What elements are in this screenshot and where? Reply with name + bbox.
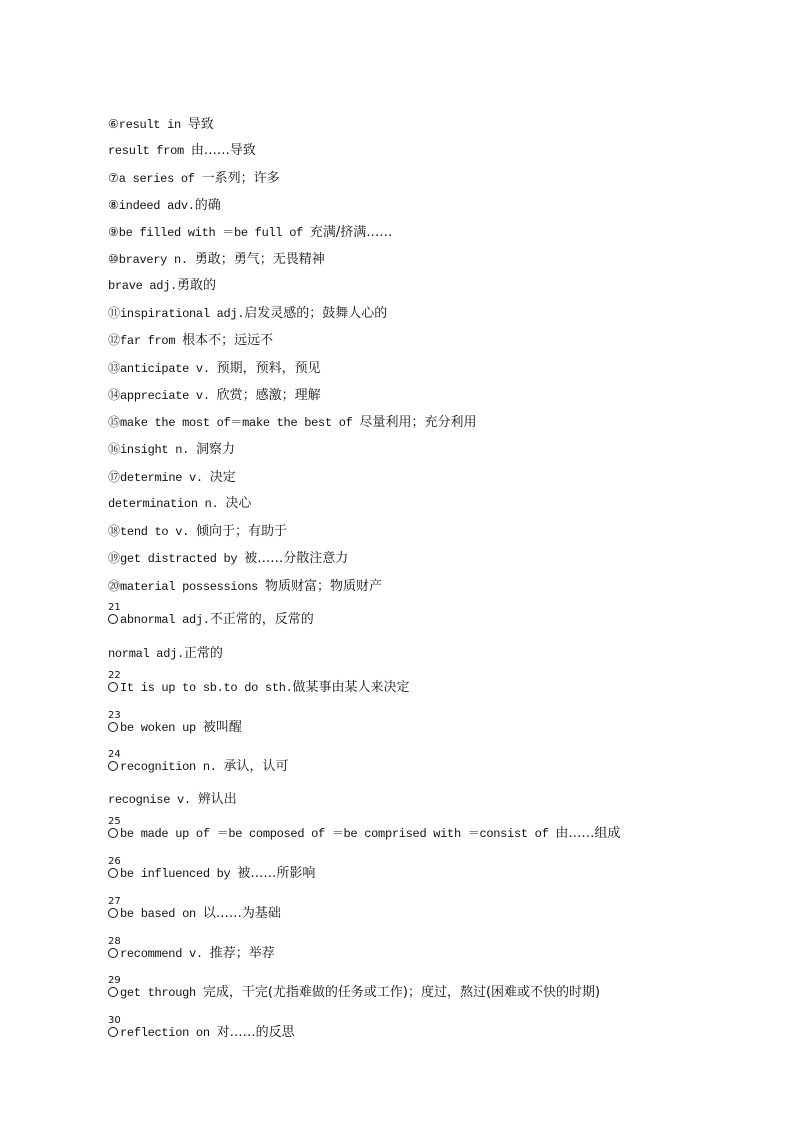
circle-marker-icon (108, 868, 118, 878)
english-phrase: brave adj. (108, 279, 178, 293)
english-phrase: be filled with ＝be full of (118, 226, 310, 240)
entry-number: 24 (108, 749, 121, 760)
entry-number: ⑦ (108, 171, 119, 185)
vocab-entry (108, 646, 223, 662)
chinese-meaning: 辨认出 (197, 792, 237, 807)
circle-marker-icon (108, 828, 118, 838)
english-phrase: be made up of ＝be composed of ＝be comprised with ＝consist of (120, 827, 556, 841)
chinese-meaning: 洞察力 (195, 442, 235, 457)
entry-number: 26 (108, 856, 121, 867)
entry-number: ⑯ (108, 442, 121, 456)
circle-marker-icon (108, 761, 118, 771)
vocab-entry (108, 856, 316, 882)
vocab-entry (108, 496, 251, 512)
chinese-meaning: 倾向于；有助于 (195, 524, 287, 539)
vocab-entry (108, 469, 236, 486)
vocab-entry (108, 896, 281, 922)
entry-number: ⑨ (108, 225, 119, 239)
chinese-meaning: 预期，预料，预见 (216, 361, 321, 376)
english-phrase: far from (120, 334, 183, 348)
vocab-entry (108, 278, 216, 294)
english-phrase: be influenced by (120, 867, 238, 881)
circle-marker-icon (108, 908, 118, 918)
chinese-meaning: 对……的反思 (216, 1025, 295, 1040)
english-phrase: indeed adv. (118, 199, 195, 213)
entry-number: 22 (108, 670, 121, 681)
vocab-entry (108, 578, 382, 595)
chinese-meaning: 承认，认可 (223, 759, 289, 774)
english-phrase: determination n. (108, 497, 226, 511)
vocab-entry (108, 670, 410, 696)
entry-number: 23 (108, 710, 121, 721)
entry-number: ⑳ (108, 579, 121, 593)
entry-number: ⑭ (108, 388, 121, 402)
english-phrase: inspirational adj. (120, 307, 245, 321)
entry-number: ⑱ (108, 524, 121, 538)
entry-number: ⑰ (108, 470, 121, 484)
english-phrase: make the most of＝make the best of (120, 416, 360, 430)
vocab-entry (108, 1015, 295, 1041)
circle-marker-icon (108, 682, 118, 692)
english-phrase: abnormal adj. (120, 613, 210, 627)
vocab-entry (108, 523, 287, 540)
circle-marker-icon (108, 614, 118, 624)
vocab-entry (108, 224, 392, 241)
chinese-meaning: 决心 (225, 496, 252, 511)
vocab-entry (108, 251, 325, 268)
vocab-entry (108, 550, 348, 567)
chinese-meaning: 不正常的，反常的 (209, 612, 314, 627)
chinese-meaning: 正常的 (183, 646, 223, 661)
chinese-meaning: 被……所影响 (237, 866, 316, 881)
chinese-meaning: 被……分散注意力 (244, 551, 349, 566)
chinese-meaning: 以……为基础 (202, 906, 281, 921)
english-phrase: be based on (120, 907, 203, 921)
entry-number: ⑮ (108, 415, 121, 429)
chinese-meaning: 尽量利用；充分利用 (359, 415, 477, 430)
entry-number: ⑲ (108, 551, 121, 565)
entry-number: 27 (108, 896, 121, 907)
vocab-entry (108, 749, 289, 775)
circle-marker-icon (108, 987, 118, 997)
chinese-meaning: 启发灵感的；鼓舞人心的 (244, 306, 388, 321)
entry-number: 28 (108, 936, 121, 947)
vocab-entry (108, 816, 621, 842)
vocab-entry (108, 602, 314, 628)
chinese-meaning: 勇敢；勇气；无畏精神 (194, 252, 325, 267)
chinese-meaning: 一系列；许多 (201, 171, 280, 186)
chinese-meaning: 导致 (187, 117, 214, 132)
entry-number: ⑬ (108, 361, 121, 375)
english-phrase: reflection on (120, 1026, 217, 1040)
english-phrase: anticipate v. (120, 362, 217, 376)
english-phrase: a series of (118, 172, 202, 186)
vocab-entry (108, 975, 601, 1001)
chinese-meaning: 的确 (194, 198, 221, 213)
chinese-meaning: 根本不；远远不 (182, 333, 274, 348)
chinese-meaning: 做某事由某人来决定 (292, 680, 410, 695)
entry-number: 21 (108, 602, 121, 613)
english-phrase: determine v. (120, 471, 210, 485)
chinese-meaning: 被叫醒 (202, 720, 242, 735)
vocab-entry (108, 170, 280, 187)
english-phrase: be woken up (120, 721, 203, 735)
vocab-entry (108, 197, 221, 214)
english-phrase: result from (108, 144, 191, 158)
english-phrase: appreciate v. (120, 389, 217, 403)
english-phrase: recognise v. (108, 793, 198, 807)
vocab-entry (108, 792, 237, 808)
circle-marker-icon (108, 948, 118, 958)
vocab-entry (108, 360, 321, 377)
vocab-entry (108, 414, 476, 431)
chinese-meaning: 由……导致 (190, 143, 256, 158)
english-phrase: tend to v. (120, 525, 196, 539)
english-phrase: insight n. (120, 443, 196, 457)
english-phrase: bravery n. (118, 253, 195, 267)
chinese-meaning: 完成，干完(尤指难做的任务或工作)；度过，熬过(困难或不快的时期) (202, 985, 601, 1000)
chinese-meaning: 物质财富；物质财产 (264, 579, 382, 594)
chinese-meaning: 决定 (209, 470, 236, 485)
entry-number: ⑫ (108, 333, 121, 347)
english-phrase: get distracted by (120, 552, 245, 566)
english-phrase: normal adj. (108, 647, 184, 661)
entry-number: ⑩ (108, 252, 119, 266)
vocab-entry (108, 936, 275, 962)
circle-marker-icon (108, 722, 118, 732)
vocab-entry (108, 332, 273, 349)
entry-number: 30 (108, 1015, 121, 1026)
chinese-meaning: 推荐；举荐 (209, 946, 275, 961)
entry-number: ⑪ (108, 306, 121, 320)
english-phrase: get through (120, 986, 203, 1000)
vocab-entry (108, 441, 235, 458)
circle-marker-icon (108, 1027, 118, 1037)
entry-number: ⑧ (108, 198, 119, 212)
english-phrase: recommend v. (120, 947, 210, 961)
vocab-entry (108, 305, 387, 322)
vocab-entry (108, 143, 256, 159)
chinese-meaning: 由……组成 (555, 826, 621, 841)
english-phrase: material possessions (120, 580, 265, 594)
chinese-meaning: 充满/挤满…… (309, 225, 393, 240)
vocab-entry (108, 387, 321, 404)
english-phrase: It is up to sb.to do sth. (120, 681, 293, 695)
entry-number: 25 (108, 816, 121, 827)
vocab-entry (108, 710, 242, 736)
chinese-meaning: 勇敢的 (177, 278, 217, 293)
entry-number: 29 (108, 975, 121, 986)
english-phrase: recognition n. (120, 760, 224, 774)
vocab-entry (108, 116, 214, 133)
english-phrase: result in (118, 118, 188, 132)
chinese-meaning: 欣赏；感激；理解 (216, 388, 321, 403)
entry-number: ⑥ (108, 117, 119, 131)
